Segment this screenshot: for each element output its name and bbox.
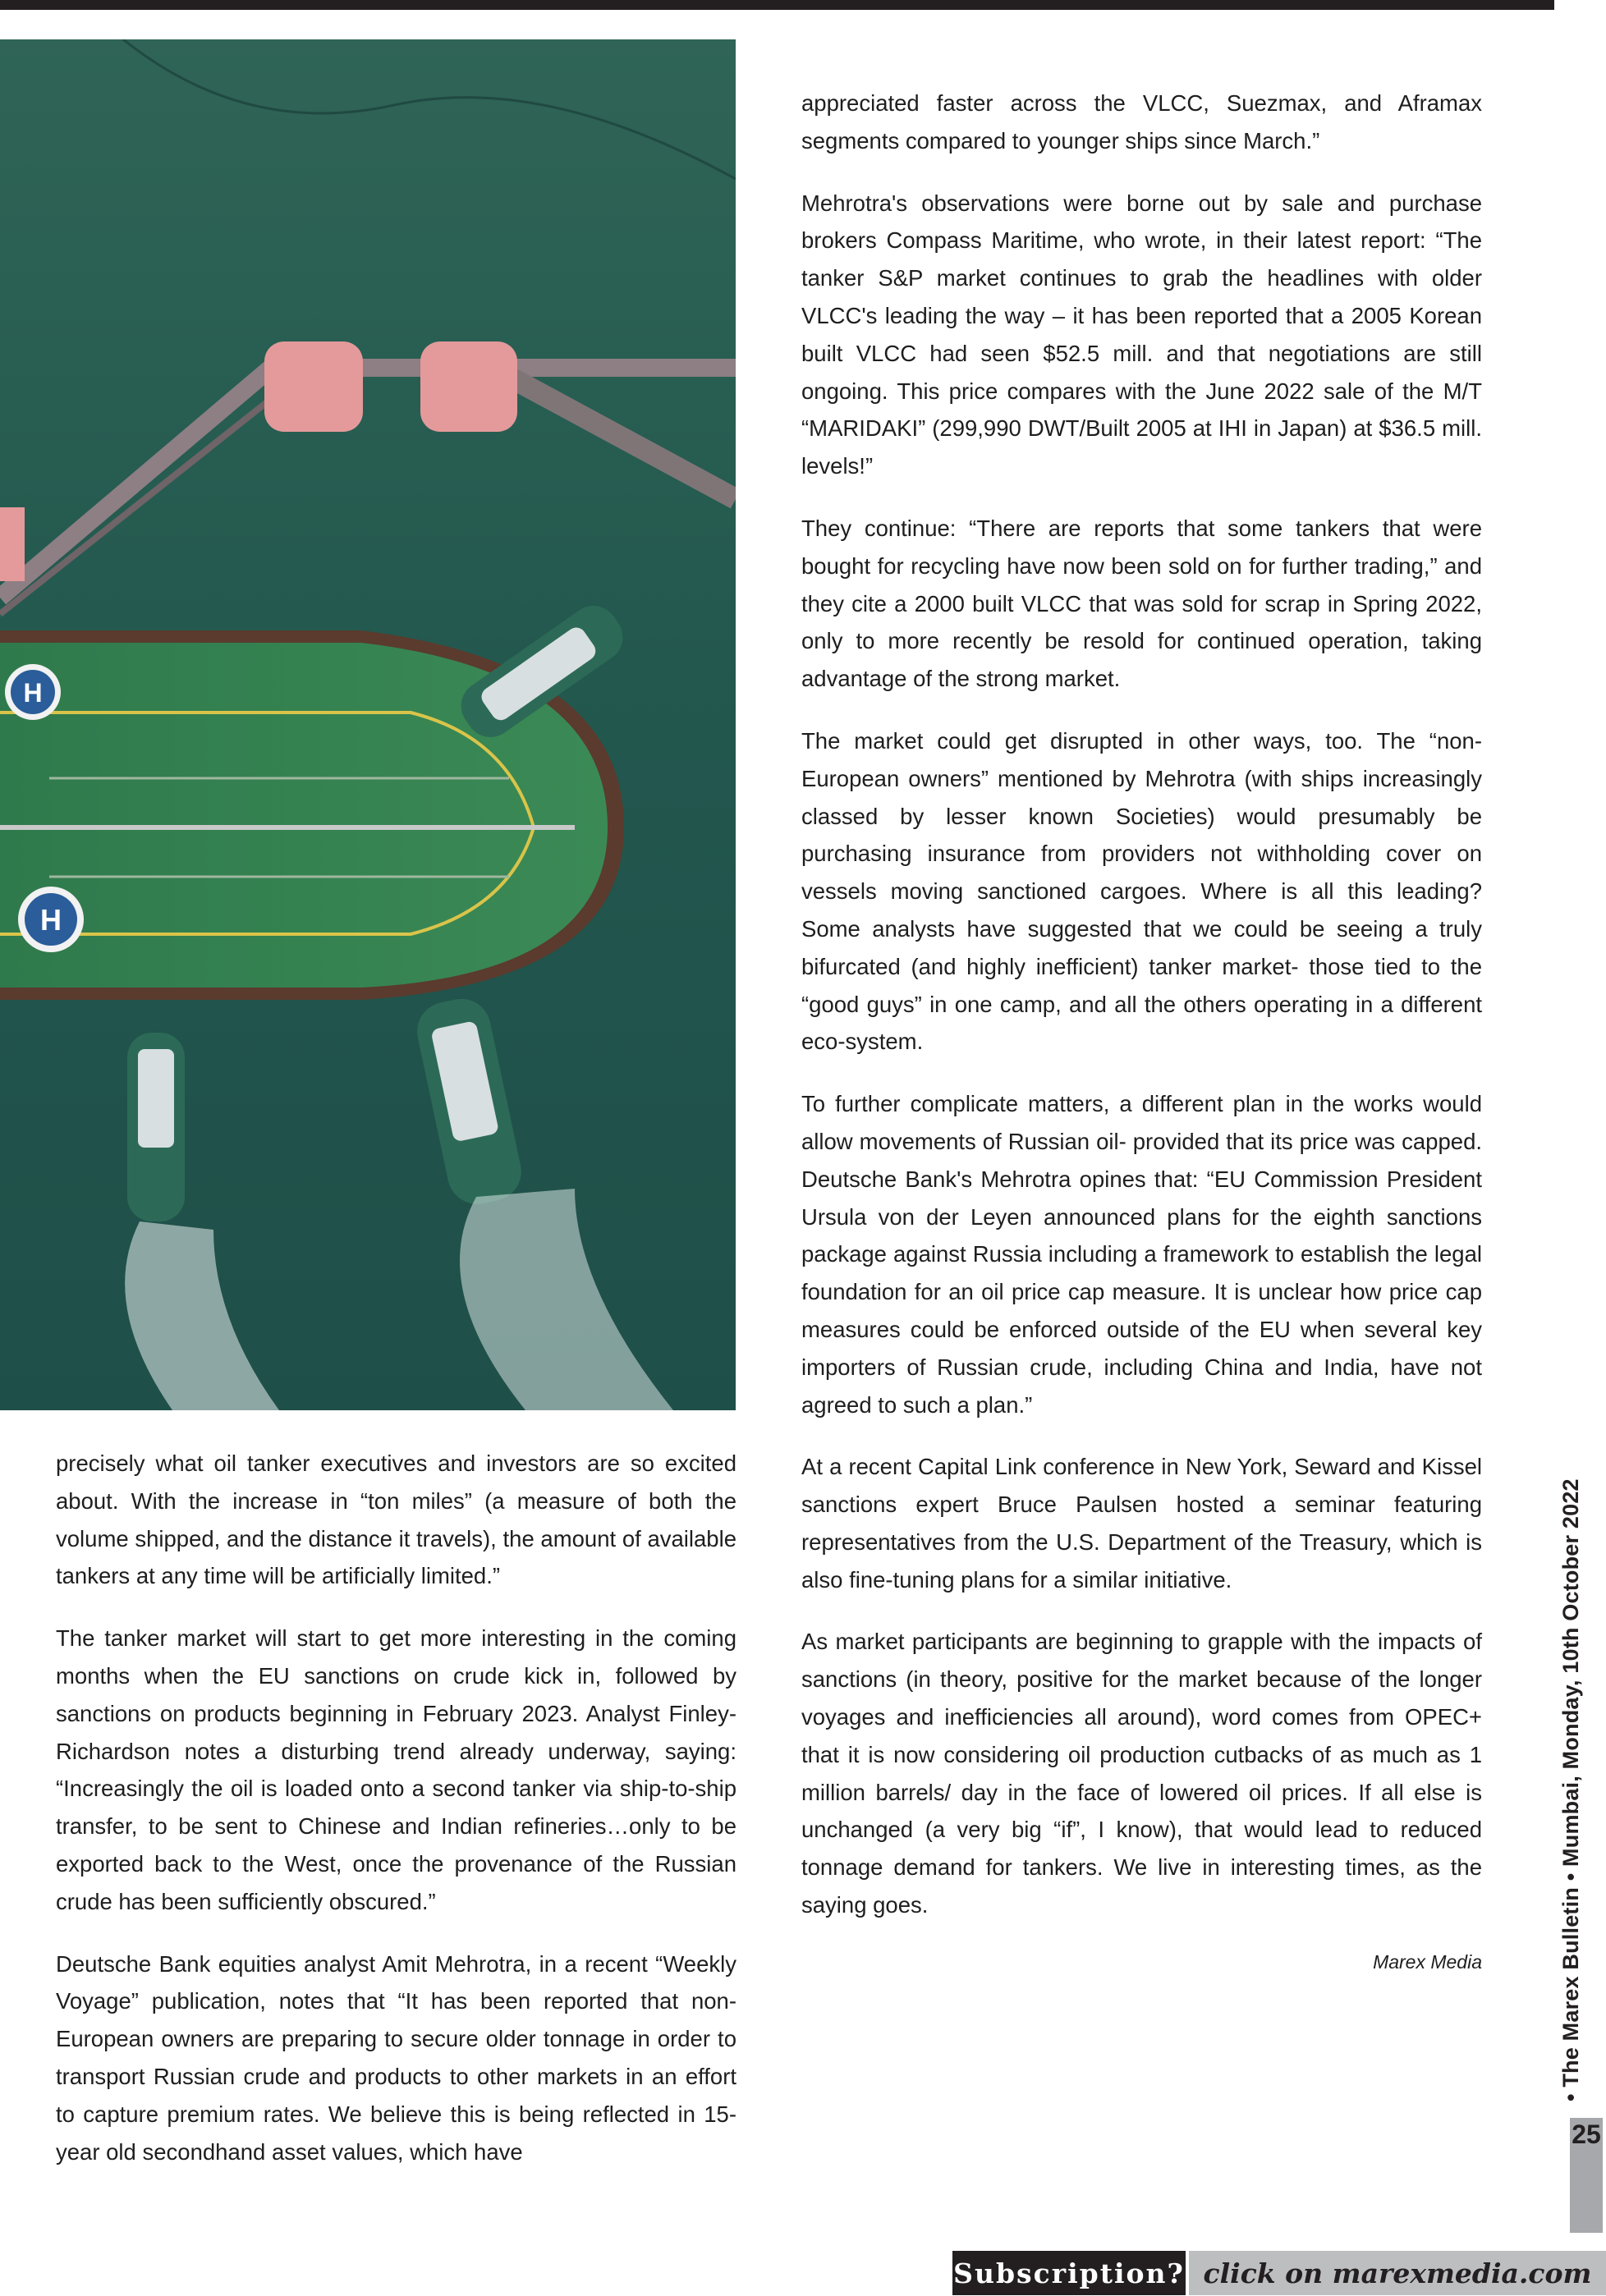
paragraph: Deutsche Bank equities analyst Amit Mehrotra, in a recent “Weekly Voyage” publication, notes that “It has been reported that non-European owners are preparing to secure older tonnage in order to transport Russian crude and products to other markets in an effort to capture premium rates. We believe this is being reflected in 15-year old secondhand asset values, which have (56, 1950, 736, 2165)
paragraph: appreciated faster across the VLCC, Suezmax, and Aframax segments compared to younger ships since March.” (801, 90, 1482, 154)
paragraph: Mehrotra's observations were borne out by sale and purchase brokers Compass Maritime, who wrote, in their latest report: “The tanker S&P market continues to grab the headlines with older VLCC's leading the way – it has been reported that a 2005 Korean built VLCC had seen $52.5 mill. and that negotiations are still ongoing. This price compares with the June 2022 sale of the M/T “MARIDAKI” (299,990 DWT/Built 2005 at IHI in Japan) at $36.5 mill. levels!” (801, 190, 1482, 479)
paragraph: The tanker market will start to get more interesting in the coming months when the EU sanctions on crude kick in, followed by sanctions on products beginning in February 2023. Analyst Finley-Richardson notes a disturbing trend already underway, saying: “Increasingly the oil is loaded onto a second tanker via ship-to-ship transfer, to be sent to Chinese and Indian refineries…only to be exported back to the West, once the provenance of the Russian crude has been sufficiently obscured.” (56, 1625, 736, 1914)
subscription-button[interactable]: Subscription? (952, 2251, 1186, 2295)
right-article-column (801, 85, 1482, 1982)
photo-illustration (0, 39, 736, 1410)
byline: Marex Media (1373, 1950, 1482, 1973)
helipad-label-1: H (23, 678, 43, 708)
page-number: 25 (1572, 2120, 1601, 2149)
paragraph: They continue: “There are reports that some tankers that were bought for recycling have now been sold on for further trading,” and they cite a 2000 built VLCC that was sold for scrap in Spring 2022, only to more recently be resold for continued operation, taking advantage of the strong market. (801, 515, 1482, 692)
left-article-column (56, 1445, 736, 2195)
paragraph: As market participants are beginning to grapple with the impacts of sanctions (in theory, positive for the market because of the longer voyages and inefficiencies all around), word comes from OPEC+ that it is now considering oil production cutbacks of as much as 1 million barrels/ day in the face of lowered oil prices. If all else is unchanged (a very big “if”, I know), that would lead to reduced tonnage demand for tankers. We live in interesting times, as the saying goes. (801, 1629, 1482, 1918)
helipad-label-2: H (40, 903, 62, 937)
paragraph: At a recent Capital Link conference in New York, Seward and Kissel sanctions expert Bruce Paulsen hosted a seminar featuring representatives from the U.S. Department of the Treasury, which is also fine-tuning plans for a similar initiative. (801, 1454, 1482, 1593)
running-head-text: • The Marex Bulletin • Mumbai, Monday, 10th October 2022 (1558, 1478, 1583, 2101)
paragraph: precisely what oil tanker executives and investors are so excited about. With the increase in “ton miles” (a measure of both the volume shipped, and the distance it travels), the amount of available tankers at any time will be artificially limited.” (56, 1450, 736, 1589)
paragraph: To further complicate matters, a different plan in the works would allow movements of Russian oil- provided that its price was capped. Deutsche Bank's Mehrotra opines that: “EU Commission President Ursula von der Leyen announced plans for the eighth sanctions package against Russia including a framework to establish the legal foundation for an oil price cap measure. It is unclear how price cap measures could be enforced outside of the EU when several key importers of Russian crude, including China and India, have not agreed to such a plan.” (801, 1091, 1482, 1418)
paragraph: The market could get disrupted in other ways, too. The “non-European owners” mentioned by Mehrotra (with ships increasingly classed by lesser known Societies) would presumably be purchasing insurance from providers not withholding cover on vessels moving sanctioned cargoes. Where is all this leading? Some analysts have suggested that we could be seeing a truly bifurcated (and highly inefficient) tanker market- those tied to the “good guys” in one camp, and all the others operating in a different eco-system. (801, 727, 1482, 1055)
top-rule (0, 0, 1554, 10)
marexmedia-link[interactable]: click on marexmedia.com (1189, 2251, 1606, 2295)
tanker-aerial-photo (0, 39, 736, 1410)
